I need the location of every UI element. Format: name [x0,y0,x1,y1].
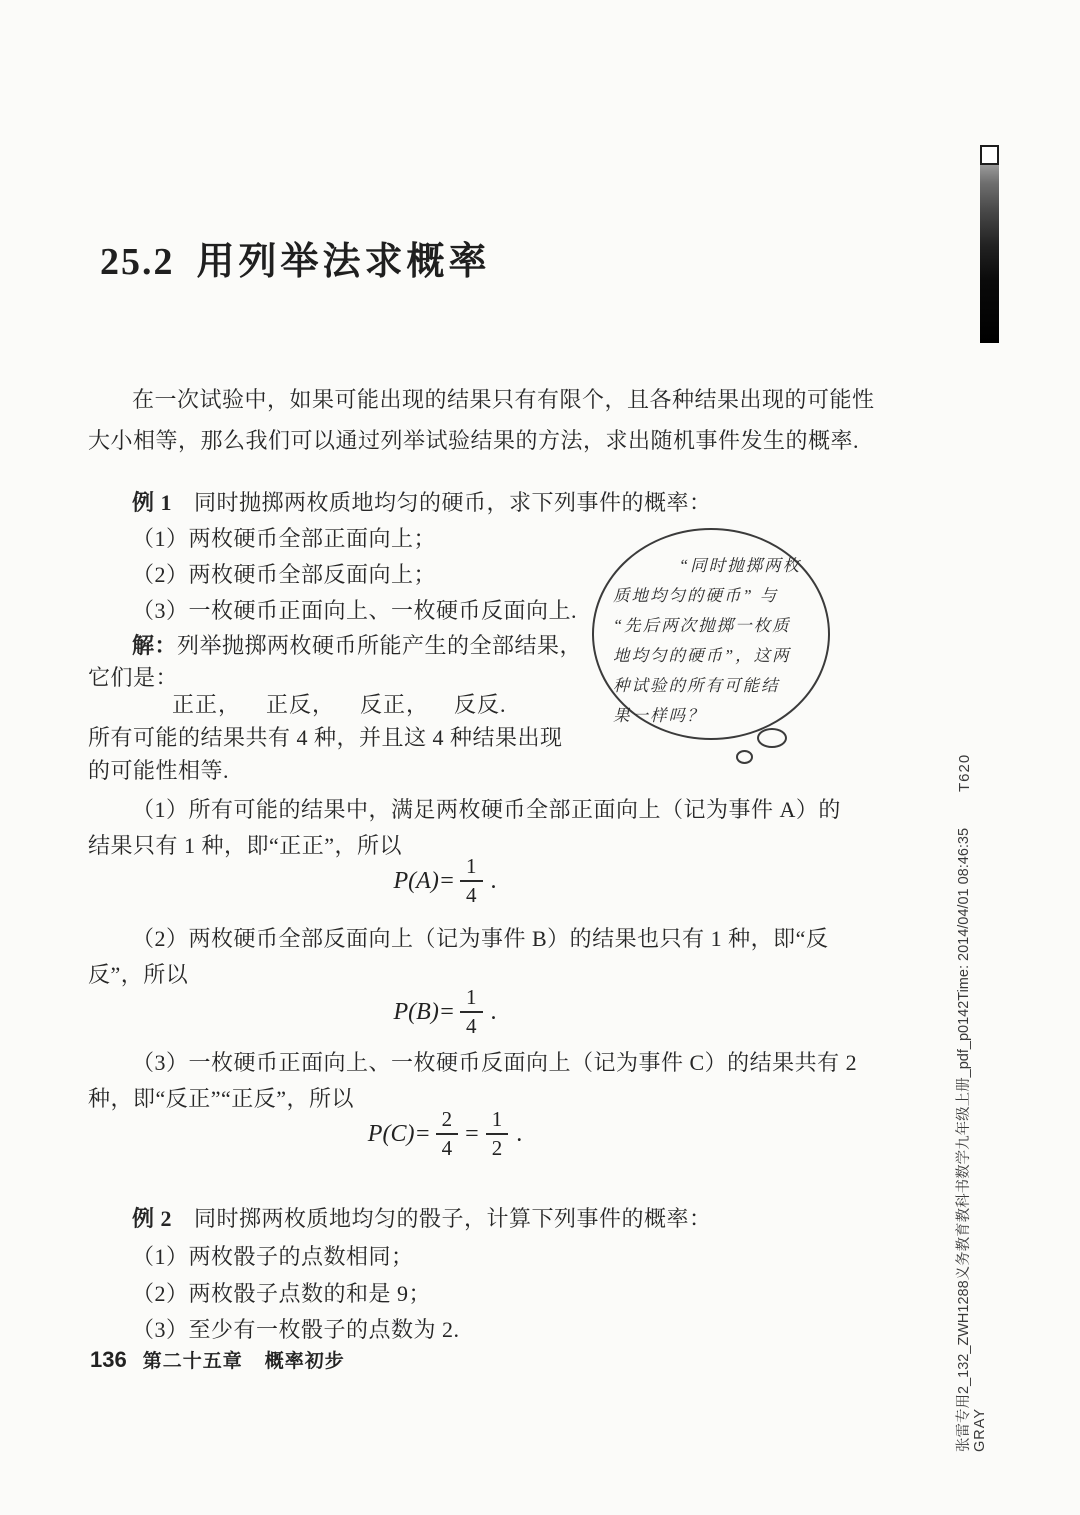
example2-heading [132,1202,712,1236]
margin-code: T620 [956,753,973,792]
formula-pc-equals: = [465,1120,479,1147]
part3-line-1: （3）一枚硬币正面向上、一枚硬币反面向上（记为事件 C）的结果共有 2 [132,1050,858,1075]
formula-pc [88,1106,802,1162]
example2-item-2: （2）两枚骰子点数的和是 9； [132,1281,432,1306]
thought-bubble-tail-circle-small [736,750,753,764]
example1-item-3: （3）一枚硬币正面向上、一枚硬币反面向上. [132,598,578,623]
formula-pb-period: . [490,998,497,1025]
note-line-2: 的可能性相等. [88,758,230,783]
formula-pc-lhs: P(C)= [367,1120,431,1147]
part2-line-1: （2）两枚硬币全部反面向上（记为事件 B）的结果也只有 1 种，即“反 [132,926,829,951]
intro-line-1: 在一次试验中，如果可能出现的结果只有有限个，且各种结果出现的可能性 [132,387,875,412]
example2-label: 例 2 [132,1206,173,1231]
part3-line-2: 种，即“反正”“正反”，所以 [88,1086,355,1111]
solution-line-2: 它们是： [88,665,179,690]
page-number: 136 [90,1347,127,1372]
formula-pa-lhs: P(A)= [393,867,455,894]
bubble-line-6: 果一样吗？ [613,706,706,725]
print-calibration-bar [980,145,999,345]
margin-color-mode: GRAY [972,1407,988,1452]
example2-item-1: （1）两枚骰子的点数相同； [132,1244,414,1269]
thought-bubble-text [613,551,815,731]
bubble-line-3: “先后两次抛掷一枚质 [613,616,791,635]
example1-statement: 同时抛掷两枚质地均匀的硬币，求下列事件的概率： [194,490,712,515]
section-title [100,230,491,285]
chapter-section-title: 概率初步 [264,1351,345,1372]
bubble-line-4: 地均匀的硬币”，这两 [613,646,791,665]
example1-heading [132,486,712,520]
outcome-2: 正反， [266,692,336,717]
formula-pa-fraction: $\frac{1}{4}$ [460,854,483,908]
example2-item-3: （3）至少有一枚骰子的点数为 2. [132,1317,460,1342]
section-number: 25.2 [100,241,175,283]
example1-item-1: （1）两枚硬币全部正面向上； [132,526,437,551]
formula-pc-fraction-1: $\frac{2}{4}$ [436,1107,459,1161]
formula-pa [88,853,802,909]
calibration-gradient [980,165,999,343]
page-footer [90,1346,345,1373]
outcome-1: 正正， [172,692,242,717]
margin-watermark: 张雷专用2_132_ZWH1288义务教育教科书数学九年级上册_pdf_p0142Time: 2014/04/01 08:46:35 [956,827,972,1452]
outcome-list [172,688,507,719]
part1-line-2: 结果只有 1 种，即“正正”，所以 [88,833,403,858]
thought-bubble-tail-circle-large [757,728,787,748]
part1-line-1: （1）所有可能的结果中，满足两枚硬币全部正面向上（记为事件 A）的 [132,797,841,822]
intro-line-2: 大小相等，那么我们可以通过列举试验结果的方法，求出随机事件发生的概率. [88,428,860,453]
formula-pb [88,984,802,1040]
example2-statement: 同时掷两枚质地均匀的骰子，计算下列事件的概率： [194,1206,712,1231]
outcome-4: 反反. [454,692,507,717]
calibration-white-chip [980,145,999,165]
solution-line-1: 列举抛掷两枚硬币所能产生的全部结果， [177,633,583,658]
solution-lead [132,629,582,663]
solution-label: 解： [132,633,178,658]
bubble-line-1: “同时抛掷两枚 [679,556,802,575]
chapter-label: 第二十五章 [142,1351,243,1372]
note-line-1: 所有可能的结果共有 4 种，并且这 4 种结果出现 [88,725,563,750]
example1-label: 例 1 [132,490,173,515]
bubble-line-2: 质地均匀的硬币” 与 [613,586,779,605]
formula-pa-period: . [490,867,497,894]
formula-pb-lhs: P(B)= [393,998,455,1025]
bubble-line-5: 种试验的所有可能结 [613,676,780,695]
formula-pb-fraction: $\frac{1}{4}$ [460,985,483,1039]
example1-item-2: （2）两枚硬币全部反面向上； [132,562,437,587]
formula-pc-period: . [516,1120,523,1147]
part2-line-2: 反”，所以 [88,962,189,987]
section-title-text: 用列举法求概率 [196,241,491,283]
outcome-3: 反正， [360,692,430,717]
formula-pc-fraction-2: $\frac{1}{2}$ [486,1107,509,1161]
